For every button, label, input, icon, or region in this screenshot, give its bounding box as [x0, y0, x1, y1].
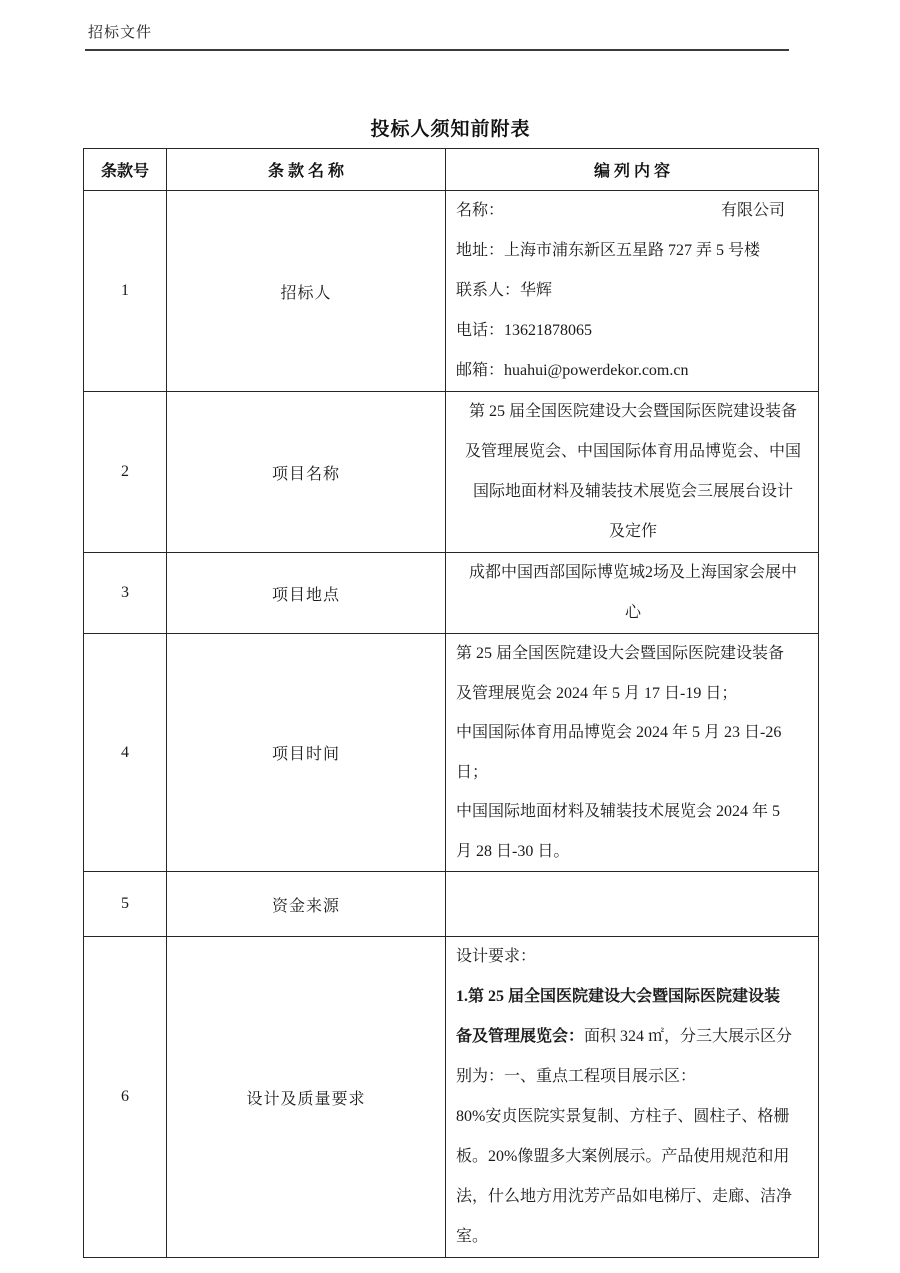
clause-name: 项目名称 [167, 392, 446, 553]
content-line: 月 28 日-30 日。 [456, 842, 570, 860]
clause-name: 资金来源 [167, 872, 446, 937]
table-row-funding-source [84, 872, 819, 937]
clause-name: 招标人 [167, 191, 446, 392]
page-header-label: 招标文件 [88, 25, 153, 41]
table-row-project-location [84, 553, 819, 634]
name-label: 名称： [456, 202, 505, 219]
clause-content [446, 191, 819, 392]
content-line: 心 [624, 604, 641, 621]
clause-name: 设计及质量要求 [167, 937, 446, 1258]
col-header-clause-no: 条款号 [84, 149, 167, 191]
content-line: 80%安贞医院实景复制、方柱子、圆柱子、格栅 [456, 1108, 790, 1125]
content-line: 第 25 届全国医院建设大会暨国际医院建设装备 [456, 645, 785, 662]
content-line [456, 191, 810, 231]
clause-content [446, 392, 819, 553]
clause-number: 4 [84, 634, 167, 872]
content-line: 中国国际体育用品博览会 2024 年 5 月 23 日-26 [456, 724, 782, 741]
content-line: 地址：上海市浦东新区五星路 727 弄 5 号楼 [456, 242, 761, 259]
clause-content [446, 937, 819, 1258]
content-line: 成都中国西部国际博览城2场及上海国家会展中 [468, 564, 797, 581]
bidder-notice-table [83, 148, 819, 1258]
table-row-design-quality [84, 937, 819, 1258]
content-line: 及管理展览会、中国国际体育用品博览会、中国 [464, 443, 801, 460]
content-line: 第 25 届全国医院建设大会暨国际医院建设装备 [468, 403, 797, 420]
content-line: 国际地面材料及辅装技术展览会三展展台设计 [472, 483, 793, 500]
content-line: 设计要求： [456, 948, 537, 965]
content-line: 别为：一、重点工程项目展示区： [456, 1068, 697, 1085]
clause-number: 2 [84, 392, 167, 553]
content-line: 板。20%像盟多大案例展示。产品使用规范和用 [456, 1148, 790, 1165]
clause-number: 1 [84, 191, 167, 392]
content-line: 日； [456, 763, 489, 781]
content-line: 联系人：华辉 [456, 282, 553, 299]
content-line: 及管理展览会 2024 年 5 月 17 日-19 日； [456, 684, 738, 702]
table-row-project-name [84, 392, 819, 553]
col-header-content: 编 列 内 容 [446, 149, 819, 191]
content-line: 及定作 [608, 523, 657, 540]
text-run: 面积 324 ㎡，分三大展示区分 [584, 1028, 793, 1045]
header-rule [85, 49, 789, 51]
clause-name: 项目时间 [167, 634, 446, 872]
company-suffix: 有限公司 [720, 202, 785, 219]
page-title: 投标人须知前附表 [370, 119, 531, 140]
clause-number: 5 [84, 872, 167, 937]
clause-number: 6 [84, 937, 167, 1258]
clause-content-empty [446, 872, 819, 937]
col-header-clause-name: 条 款 名 称 [167, 149, 446, 191]
content-line: 法，什么地方用沈芳产品如电梯厅、走廊、洁净 [456, 1188, 793, 1205]
clause-name: 项目地点 [167, 553, 446, 634]
clause-content [446, 553, 819, 634]
clause-content [446, 634, 819, 872]
clause-number: 3 [84, 553, 167, 634]
bold-run: 备及管理展览会： [456, 1028, 585, 1045]
table-header-row [84, 149, 819, 191]
table-row-project-time [84, 634, 819, 872]
content-line: 中国国际地面材料及辅装技术展览会 2024 年 5 [456, 803, 781, 820]
table-row-tenderer [84, 191, 819, 392]
content-line: 邮箱：huahui@powerdekor.com.cn [456, 362, 689, 379]
content-line: 室。 [456, 1228, 489, 1245]
content-line: 电话：13621878065 [456, 322, 593, 339]
content-line: 1.第 25 届全国医院建设大会暨国际医院建设装 [456, 988, 781, 1005]
content-line [456, 1017, 810, 1057]
